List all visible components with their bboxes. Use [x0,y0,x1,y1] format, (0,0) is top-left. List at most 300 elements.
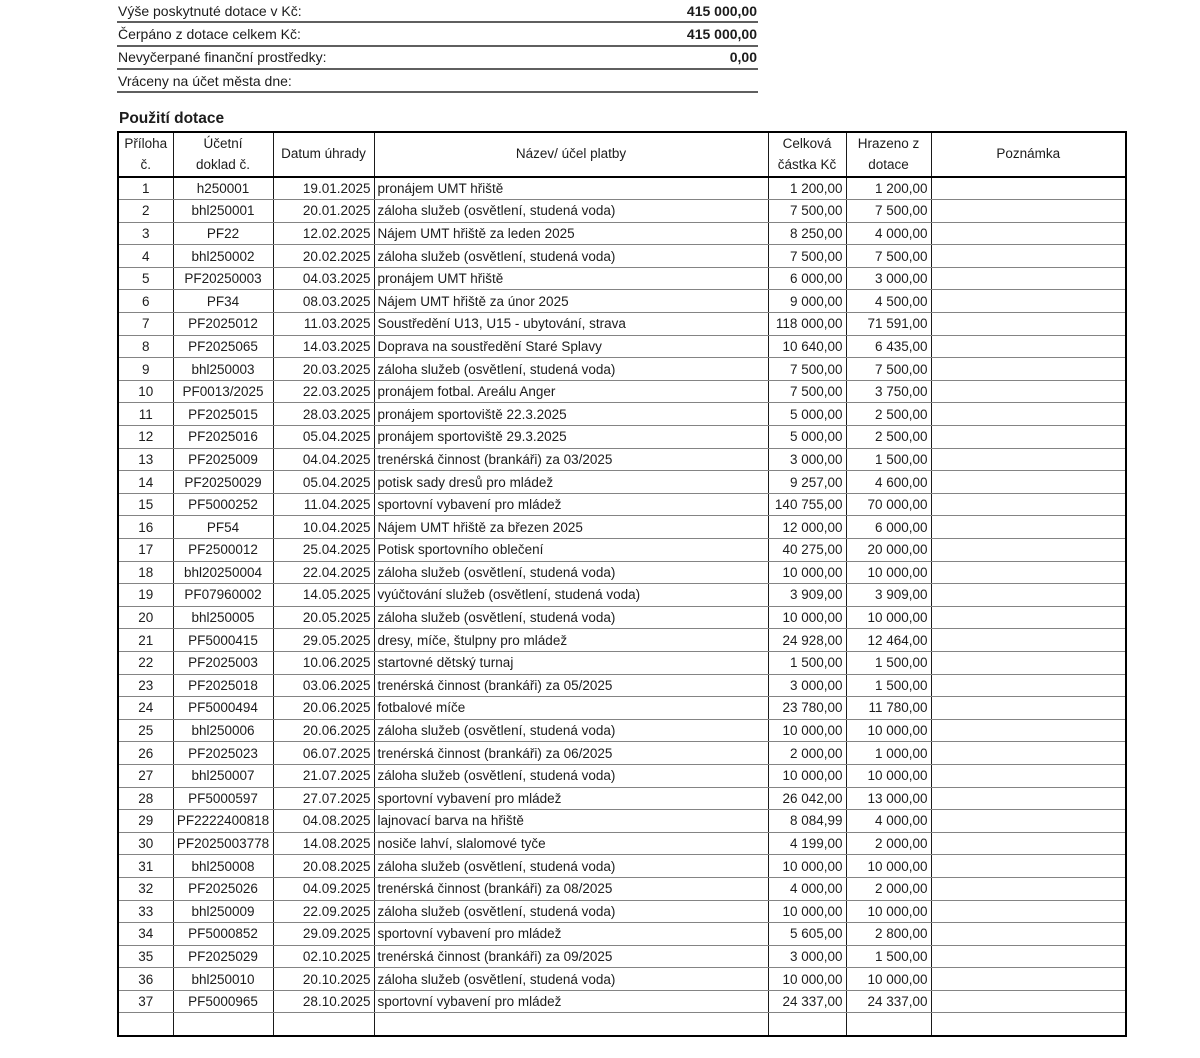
cell-hrazeno: 2 500,00 [846,403,931,426]
cell-priloha: 28 [118,787,173,810]
cell-celkova: 140 755,00 [768,493,846,516]
cell-doklad: PF20250003 [173,267,273,290]
column-header: Příloha č. [118,132,173,177]
cell-priloha: 7 [118,313,173,336]
cell-poznamka [931,471,1126,494]
cell-datum: 20.10.2025 [273,968,374,991]
cell-priloha: 14 [118,471,173,494]
cell-nazev: Nájem UMT hřiště za leden 2025 [374,222,768,245]
cell-celkova: 9 257,00 [768,471,846,494]
cell-nazev: sportovní vybavení pro mládež [374,787,768,810]
summary-label: Čerpáno z dotace celkem Kč: [118,25,301,42]
cell-doklad: PF5000852 [173,923,273,946]
cell-datum: 10.04.2025 [273,516,374,539]
cell-datum: 20.08.2025 [273,855,374,878]
summary-label: Nevyčerpané finanční prostředky: [118,49,327,66]
cell-nazev: záloha služeb (osvětlení, studená voda) [374,200,768,223]
cell-celkova: 8 250,00 [768,222,846,245]
cell-celkova: 10 000,00 [768,855,846,878]
cell-doklad: PF2025003778 [173,832,273,855]
cell-priloha: 3 [118,222,173,245]
cell-nazev: Nájem UMT hřiště za březen 2025 [374,516,768,539]
cell-hrazeno: 70 000,00 [846,493,931,516]
cell-hrazeno: 7 500,00 [846,245,931,268]
cell-doklad: bhl250010 [173,968,273,991]
table-row [118,290,1126,313]
cell-doklad: PF54 [173,516,273,539]
cell-celkova: 3 000,00 [768,674,846,697]
cell-hrazeno: 1 500,00 [846,651,931,674]
cell-celkova: 7 500,00 [768,200,846,223]
cell-nazev: fotbalové míče [374,697,768,720]
cell-hrazeno: 2 500,00 [846,426,931,449]
cell-poznamka [931,629,1126,652]
cell-datum: 11.04.2025 [273,493,374,516]
cell-poznamka [931,787,1126,810]
cell-hrazeno [846,1013,931,1036]
cell-doklad: PF2025026 [173,877,273,900]
cell-nazev: záloha služeb (osvětlení, studená voda) [374,719,768,742]
cell-hrazeno: 2 800,00 [846,923,931,946]
table-row [118,313,1126,336]
cell-poznamka [931,403,1126,426]
cell-priloha: 27 [118,764,173,787]
cell-priloha: 34 [118,923,173,946]
cell-priloha: 17 [118,539,173,562]
cell-nazev: lajnovací barva na hřiště [374,810,768,833]
column-header: Účetní doklad č. [173,132,273,177]
cell-celkova: 10 000,00 [768,561,846,584]
cell-priloha: 25 [118,719,173,742]
table-row [118,245,1126,268]
cell-celkova: 3 000,00 [768,945,846,968]
cell-doklad: PF2025015 [173,403,273,426]
cell-hrazeno: 4 600,00 [846,471,931,494]
cell-doklad: PF5000494 [173,697,273,720]
cell-priloha: 29 [118,810,173,833]
cell-nazev: potisk sady dresů pro mládež [374,471,768,494]
cell-poznamka [931,968,1126,991]
cell-datum: 21.07.2025 [273,764,374,787]
cell-priloha: 6 [118,290,173,313]
cell-nazev: záloha služeb (osvětlení, studená voda) [374,606,768,629]
cell-poznamka [931,426,1126,449]
cell-poznamka [931,539,1126,562]
cell-celkova: 23 780,00 [768,697,846,720]
summary-value: 0,00 [729,49,757,66]
cell-hrazeno: 4 000,00 [846,810,931,833]
cell-hrazeno: 10 000,00 [846,561,931,584]
cell-datum: 04.09.2025 [273,877,374,900]
table-row [118,200,1126,223]
cell-priloha: 22 [118,651,173,674]
cell-celkova: 10 000,00 [768,764,846,787]
cell-poznamka [931,584,1126,607]
cell-hrazeno: 3 909,00 [846,584,931,607]
cell-datum: 20.01.2025 [273,200,374,223]
cell-celkova: 6 000,00 [768,267,846,290]
cell-datum: 11.03.2025 [273,313,374,336]
cell-priloha: 8 [118,335,173,358]
cell-datum: 05.04.2025 [273,426,374,449]
cell-datum: 19.01.2025 [273,177,374,200]
cell-poznamka [931,290,1126,313]
cell-datum: 04.03.2025 [273,267,374,290]
cell-priloha: 5 [118,267,173,290]
cell-doklad: PF2025023 [173,742,273,765]
cell-doklad: PF34 [173,290,273,313]
cell-nazev: vyúčtování služeb (osvětlení, studená voda) [374,584,768,607]
cell-celkova: 4 199,00 [768,832,846,855]
header-row [118,132,1126,177]
cell-celkova: 24 337,00 [768,990,846,1013]
cell-nazev: sportovní vybavení pro mládež [374,493,768,516]
cell-priloha: 32 [118,877,173,900]
cell-poznamka [931,810,1126,833]
summary-label: Výše poskytnuté dotace v Kč: [118,2,302,19]
table-row [118,629,1126,652]
cell-nazev: pronájem UMT hřiště [374,267,768,290]
summary-value: 415 000,00 [686,2,757,19]
cell-hrazeno: 24 337,00 [846,990,931,1013]
cell-poznamka [931,313,1126,336]
summary-row [117,0,758,23]
cell-doklad: PF2025018 [173,674,273,697]
cell-datum: 03.06.2025 [273,674,374,697]
cell-doklad: PF2025029 [173,945,273,968]
cell-celkova: 7 500,00 [768,380,846,403]
cell-celkova: 10 000,00 [768,968,846,991]
cell-nazev: sportovní vybavení pro mládež [374,990,768,1013]
table-row [118,493,1126,516]
cell-doklad: bhl250003 [173,358,273,381]
cell-priloha: 35 [118,945,173,968]
table-row [118,471,1126,494]
cell-celkova: 5 000,00 [768,426,846,449]
cell-poznamka [931,855,1126,878]
cell-datum: 14.03.2025 [273,335,374,358]
cell-doklad: PF07960002 [173,584,273,607]
cell-poznamka [931,493,1126,516]
cell-poznamka [931,674,1126,697]
cell-celkova: 7 500,00 [768,358,846,381]
table-row [118,832,1126,855]
cell-priloha: 11 [118,403,173,426]
cell-celkova: 8 084,99 [768,810,846,833]
cell-doklad: PF2025009 [173,448,273,471]
cell-priloha: 21 [118,629,173,652]
cell-poznamka [931,764,1126,787]
table-row [118,380,1126,403]
cell-datum: 22.03.2025 [273,380,374,403]
cell-celkova: 5 000,00 [768,403,846,426]
cell-priloha: 16 [118,516,173,539]
cell-hrazeno: 3 750,00 [846,380,931,403]
cell-datum: 20.06.2025 [273,719,374,742]
column-header: Hrazeno z dotace [846,132,931,177]
cell-poznamka [931,945,1126,968]
cell-poznamka [931,177,1126,200]
cell-celkova: 10 000,00 [768,719,846,742]
cell-priloha: 31 [118,855,173,878]
table-row [118,945,1126,968]
cell-celkova: 12 000,00 [768,516,846,539]
table-row [118,810,1126,833]
cell-hrazeno: 13 000,00 [846,787,931,810]
summary-value: 415 000,00 [686,25,757,42]
cell-nazev: nosiče lahví, slalomové tyče [374,832,768,855]
cell-doklad: PF5000252 [173,493,273,516]
cell-hrazeno: 7 500,00 [846,200,931,223]
cell-poznamka [931,606,1126,629]
cell-hrazeno: 1 200,00 [846,177,931,200]
cell-hrazeno: 1 500,00 [846,945,931,968]
column-header: Celková částka Kč [768,132,846,177]
cell-hrazeno: 3 000,00 [846,267,931,290]
cell-poznamka [931,1013,1126,1036]
cell-nazev: startovné dětský turnaj [374,651,768,674]
cell-doklad: bhl250007 [173,764,273,787]
cell-nazev: trenérská činnost (brankáři) za 05/2025 [374,674,768,697]
cell-doklad: PF5000415 [173,629,273,652]
cell-priloha: 30 [118,832,173,855]
cell-hrazeno: 10 000,00 [846,719,931,742]
cell-datum: 29.09.2025 [273,923,374,946]
cell-priloha: 23 [118,674,173,697]
cell-datum: 29.05.2025 [273,629,374,652]
cell-priloha: 24 [118,697,173,720]
cell-priloha [118,1013,173,1036]
section-title: Použití dotace [119,110,225,127]
cell-priloha: 33 [118,900,173,923]
column-header: Název/ účel platby [374,132,768,177]
cell-hrazeno: 2 000,00 [846,877,931,900]
cell-doklad: bhl250008 [173,855,273,878]
cell-priloha: 10 [118,380,173,403]
cell-hrazeno: 10 000,00 [846,968,931,991]
cell-doklad: h250001 [173,177,273,200]
table-row [118,877,1126,900]
cell-hrazeno: 11 780,00 [846,697,931,720]
cell-priloha: 2 [118,200,173,223]
cell-celkova: 2 000,00 [768,742,846,765]
cell-celkova: 10 000,00 [768,900,846,923]
cell-nazev: trenérská činnost (brankáři) za 06/2025 [374,742,768,765]
cell-celkova: 3 000,00 [768,448,846,471]
table-row [118,358,1126,381]
cell-hrazeno: 71 591,00 [846,313,931,336]
cell-doklad: PF0013/2025 [173,380,273,403]
cell-nazev: záloha služeb (osvětlení, studená voda) [374,764,768,787]
summary-row [117,23,758,46]
cell-celkova: 9 000,00 [768,290,846,313]
cell-poznamka [931,516,1126,539]
table-row [118,855,1126,878]
cell-doklad: PF2222400818 [173,810,273,833]
table-row [118,539,1126,562]
cell-poznamka [931,832,1126,855]
table-row [118,267,1126,290]
cell-datum: 14.08.2025 [273,832,374,855]
cell-doklad: PF22 [173,222,273,245]
table-row [118,651,1126,674]
cell-hrazeno: 6 000,00 [846,516,931,539]
cell-nazev: záloha služeb (osvětlení, studená voda) [374,245,768,268]
table-row [118,764,1126,787]
cell-datum: 28.10.2025 [273,990,374,1013]
table-row [118,584,1126,607]
table-row [118,787,1126,810]
cell-priloha: 37 [118,990,173,1013]
cell-celkova: 10 000,00 [768,606,846,629]
cell-celkova: 26 042,00 [768,787,846,810]
cell-doklad [173,1013,273,1036]
table-row [118,448,1126,471]
cell-poznamka [931,267,1126,290]
cell-datum: 20.06.2025 [273,697,374,720]
cell-poznamka [931,448,1126,471]
table-row [118,516,1126,539]
cell-doklad: PF20250029 [173,471,273,494]
cell-datum: 20.05.2025 [273,606,374,629]
table-row [118,719,1126,742]
cell-priloha: 19 [118,584,173,607]
cell-doklad: PF2025016 [173,426,273,449]
cell-hrazeno: 6 435,00 [846,335,931,358]
cell-celkova: 10 640,00 [768,335,846,358]
cell-poznamka [931,245,1126,268]
cell-datum: 20.03.2025 [273,358,374,381]
cell-datum: 22.09.2025 [273,900,374,923]
cell-doklad: bhl250009 [173,900,273,923]
cell-celkova: 40 275,00 [768,539,846,562]
cell-priloha: 26 [118,742,173,765]
cell-hrazeno: 10 000,00 [846,606,931,629]
cell-hrazeno: 2 000,00 [846,832,931,855]
cell-hrazeno: 7 500,00 [846,358,931,381]
table-row [118,403,1126,426]
cell-nazev: Potisk sportovního oblečení [374,539,768,562]
summary-label: Vráceny na účet města dne: [118,72,292,89]
cell-hrazeno: 1 500,00 [846,674,931,697]
cell-nazev: pronájem sportoviště 22.3.2025 [374,403,768,426]
cell-poznamka [931,990,1126,1013]
cell-nazev: záloha služeb (osvětlení, studená voda) [374,561,768,584]
cell-priloha: 9 [118,358,173,381]
cell-poznamka [931,742,1126,765]
cell-nazev: dresy, míče, štulpny pro mládež [374,629,768,652]
summary-row [117,47,758,70]
table-row [118,561,1126,584]
table-row [118,900,1126,923]
cell-doklad: bhl250005 [173,606,273,629]
table-row [118,606,1126,629]
cell-doklad: PF2025012 [173,313,273,336]
cell-nazev: pronájem sportoviště 29.3.2025 [374,426,768,449]
cell-datum: 04.04.2025 [273,448,374,471]
table-row [118,923,1126,946]
cell-doklad: PF2025065 [173,335,273,358]
cell-doklad: PF2500012 [173,539,273,562]
cell-nazev: Doprava na soustředění Staré Splavy [374,335,768,358]
cell-celkova: 1 500,00 [768,651,846,674]
cell-nazev: trenérská činnost (brankáři) za 09/2025 [374,945,768,968]
table-row [118,335,1126,358]
cell-datum: 27.07.2025 [273,787,374,810]
cell-priloha: 18 [118,561,173,584]
cell-nazev: Nájem UMT hřiště za únor 2025 [374,290,768,313]
table-row [118,697,1126,720]
cell-datum: 25.04.2025 [273,539,374,562]
column-header: Datum úhrady [273,132,374,177]
cell-nazev: pronájem UMT hřiště [374,177,768,200]
column-header: Poznámka [931,132,1126,177]
cell-poznamka [931,877,1126,900]
cell-nazev: záloha služeb (osvětlení, studená voda) [374,855,768,878]
cell-doklad: PF5000597 [173,787,273,810]
cell-hrazeno: 4 500,00 [846,290,931,313]
cell-datum: 04.08.2025 [273,810,374,833]
cell-celkova: 7 500,00 [768,245,846,268]
cell-hrazeno: 10 000,00 [846,855,931,878]
cell-nazev: sportovní vybavení pro mládež [374,923,768,946]
cell-celkova: 3 909,00 [768,584,846,607]
cell-poznamka [931,719,1126,742]
cell-nazev: záloha služeb (osvětlení, studená voda) [374,900,768,923]
table-row [118,990,1126,1013]
cell-celkova [768,1013,846,1036]
cell-priloha: 36 [118,968,173,991]
table-row [118,968,1126,991]
cell-poznamka [931,222,1126,245]
cell-hrazeno: 4 000,00 [846,222,931,245]
cell-datum: 02.10.2025 [273,945,374,968]
cell-priloha: 12 [118,426,173,449]
summary-section [117,0,758,93]
cell-datum: 08.03.2025 [273,290,374,313]
cell-priloha: 1 [118,177,173,200]
cell-hrazeno: 1 500,00 [846,448,931,471]
cell-poznamka [931,358,1126,381]
cell-nazev: trenérská činnost (brankáři) za 08/2025 [374,877,768,900]
cell-doklad: PF5000965 [173,990,273,1013]
cell-doklad: bhl250001 [173,200,273,223]
cell-poznamka [931,380,1126,403]
summary-row [117,70,758,93]
table-body [118,177,1126,1036]
cell-hrazeno: 12 464,00 [846,629,931,652]
cell-nazev: trenérská činnost (brankáři) za 03/2025 [374,448,768,471]
cell-hrazeno: 1 000,00 [846,742,931,765]
cell-hrazeno: 20 000,00 [846,539,931,562]
cell-nazev: Soustředění U13, U15 - ubytování, strava [374,313,768,336]
table-row [118,426,1126,449]
cell-hrazeno: 10 000,00 [846,900,931,923]
cell-nazev: záloha služeb (osvětlení, studená voda) [374,968,768,991]
cell-poznamka [931,923,1126,946]
cell-priloha: 4 [118,245,173,268]
cell-hrazeno: 10 000,00 [846,764,931,787]
cell-datum: 05.04.2025 [273,471,374,494]
cell-datum: 14.05.2025 [273,584,374,607]
cell-datum: 10.06.2025 [273,651,374,674]
cell-nazev: pronájem fotbal. Areálu Anger [374,380,768,403]
cell-datum [273,1013,374,1036]
cell-celkova: 1 200,00 [768,177,846,200]
cell-poznamka [931,697,1126,720]
cell-datum: 28.03.2025 [273,403,374,426]
table-row [118,222,1126,245]
